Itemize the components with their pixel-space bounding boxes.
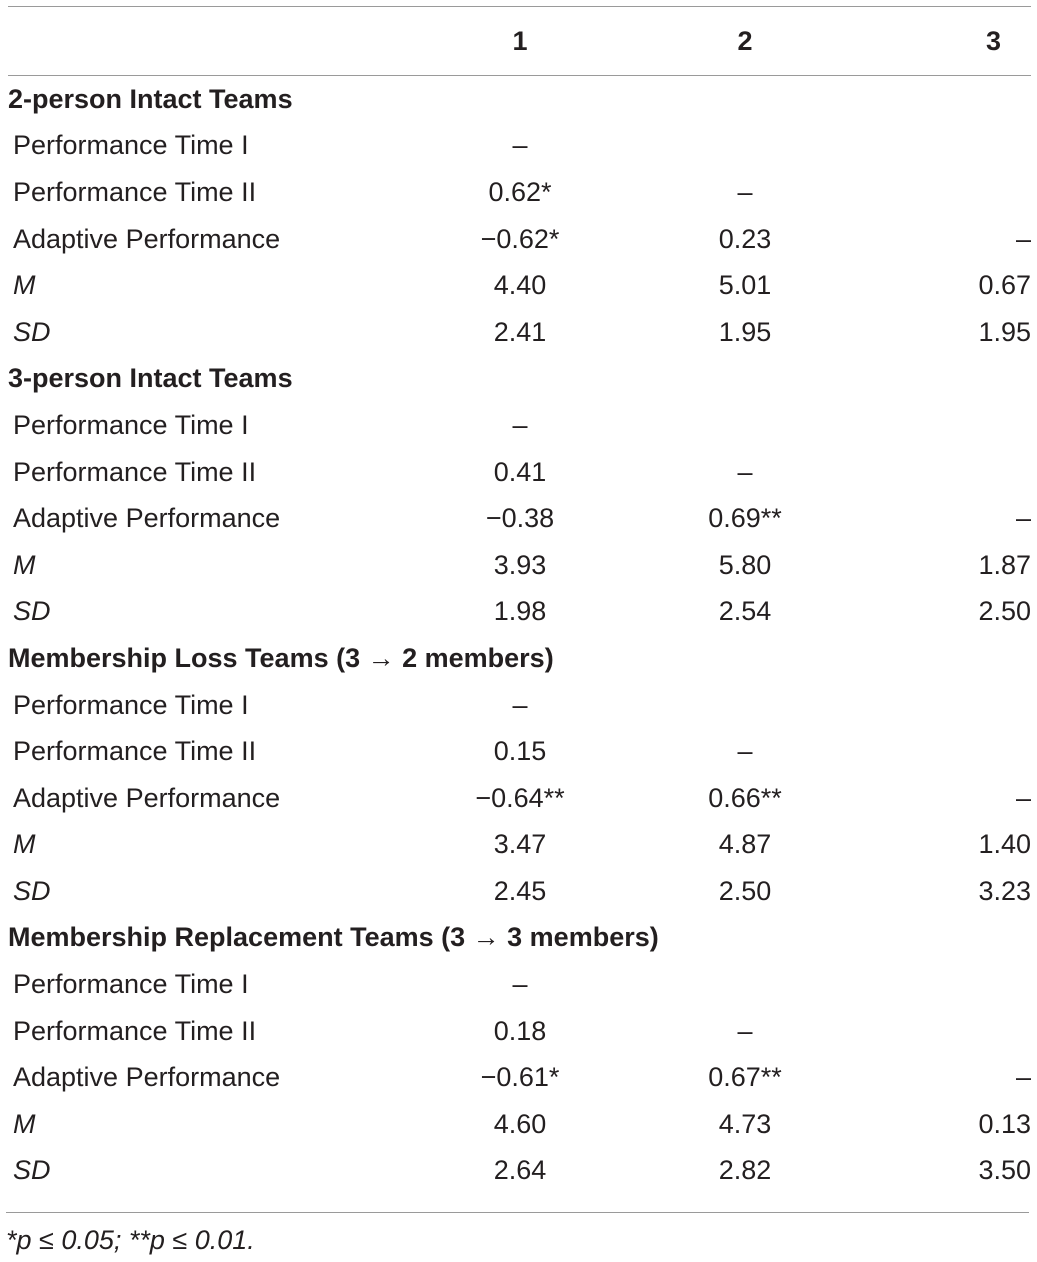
row-label: Adaptive Performance <box>13 503 281 534</box>
cell-v3: 3.23 <box>978 875 1031 906</box>
cell-v3: 1.95 <box>978 316 1031 347</box>
table-row <box>8 449 1031 496</box>
header-label-column <box>8 7 420 76</box>
cell-v1: 0.41 <box>493 456 547 487</box>
row-label: Performance Time I <box>13 130 249 161</box>
cell-v2: 1.95 <box>718 316 772 347</box>
cell-v3: – <box>1015 782 1031 813</box>
row-label: Performance Time I <box>13 969 249 1000</box>
cell-v1: −0.62* <box>480 223 560 254</box>
cell-v2: 4.73 <box>718 1108 772 1139</box>
cell-v2: 0.66** <box>708 782 782 813</box>
group-title: 2-person Intact Teams <box>8 83 293 114</box>
table-body <box>8 76 1031 1195</box>
header-column-3: 3 <box>985 25 1001 56</box>
row-label: Adaptive Performance <box>13 1062 281 1093</box>
row-label: SD <box>13 316 51 347</box>
cell-v3 <box>870 1008 1031 1055</box>
cell-v1: – <box>512 689 528 720</box>
cell-v2: 2.82 <box>718 1155 772 1186</box>
table-row <box>8 262 1031 309</box>
cell-v3: – <box>1015 223 1031 254</box>
header-row <box>8 7 1031 76</box>
row-label: SD <box>13 875 51 906</box>
cell-v1: 3.93 <box>493 549 547 580</box>
cell-v2: 0.69** <box>708 503 782 534</box>
table-row <box>8 682 1031 729</box>
cell-v1: 2.41 <box>493 316 547 347</box>
cell-v2 <box>620 123 870 170</box>
cell-v3: – <box>1015 503 1031 534</box>
cell-v2 <box>620 402 870 449</box>
table-row <box>8 1148 1031 1195</box>
cell-v1: – <box>512 969 528 1000</box>
table-row <box>8 169 1031 216</box>
row-label: Performance Time II <box>13 456 257 487</box>
cell-v3 <box>870 682 1031 729</box>
header-column-1: 1 <box>512 25 528 56</box>
row-label: M <box>13 270 36 301</box>
cell-v1: −0.38 <box>485 503 555 534</box>
cell-v2: 5.01 <box>718 270 772 301</box>
cell-v1: 3.47 <box>493 829 547 860</box>
cell-v1: 4.40 <box>493 270 547 301</box>
cell-v3: 1.40 <box>978 829 1031 860</box>
cell-v3: 0.13 <box>978 1108 1031 1139</box>
table-row <box>8 542 1031 589</box>
row-label: M <box>13 549 36 580</box>
cell-v3: 3.50 <box>978 1155 1031 1186</box>
cell-v2: 0.67** <box>708 1062 782 1093</box>
cell-v2: – <box>737 1015 753 1046</box>
row-label: Performance Time I <box>13 689 249 720</box>
table-row <box>8 123 1031 170</box>
row-label: Adaptive Performance <box>13 782 281 813</box>
table-row <box>8 1054 1031 1101</box>
cell-v2 <box>620 961 870 1008</box>
group-title-row <box>8 915 1031 962</box>
cell-v3: 1.87 <box>978 549 1031 580</box>
table-row <box>8 961 1031 1008</box>
cell-v3: 0.67 <box>978 270 1031 301</box>
group-title: Membership Loss Teams (3 → 2 members) <box>8 642 554 673</box>
group-title-row <box>8 635 1031 682</box>
cell-v2: 2.50 <box>718 875 772 906</box>
cell-v2: 2.54 <box>718 596 772 627</box>
cell-v3 <box>870 449 1031 496</box>
cell-v3: 2.50 <box>978 596 1031 627</box>
cell-v3: – <box>1015 1062 1031 1093</box>
correlation-table-container <box>8 6 1031 1194</box>
table-row <box>8 822 1031 869</box>
row-label: SD <box>13 1155 51 1186</box>
cell-v1: 0.15 <box>493 736 547 767</box>
table-footnote: *p ≤ 0.05; **p ≤ 0.01. <box>6 1212 1029 1256</box>
cell-v3 <box>870 402 1031 449</box>
row-label: M <box>13 829 36 860</box>
cell-v2: 5.80 <box>718 549 772 580</box>
cell-v1: – <box>512 130 528 161</box>
header-column-2: 2 <box>737 25 753 56</box>
table-row <box>8 309 1031 356</box>
group-title-row <box>8 356 1031 403</box>
table-row <box>8 775 1031 822</box>
table-row <box>8 728 1031 775</box>
cell-v1: 0.62* <box>488 176 552 207</box>
cell-v3 <box>870 961 1031 1008</box>
row-label: Performance Time I <box>13 409 249 440</box>
row-label: Performance Time II <box>13 1015 257 1046</box>
cell-v2: – <box>737 176 753 207</box>
cell-v2: 0.23 <box>718 223 772 254</box>
cell-v1: 1.98 <box>493 596 547 627</box>
cell-v1: 2.64 <box>493 1155 547 1186</box>
cell-v3 <box>870 169 1031 216</box>
table-row <box>8 1008 1031 1055</box>
cell-v3 <box>870 728 1031 775</box>
cell-v1: 4.60 <box>493 1108 547 1139</box>
cell-v1: – <box>512 409 528 440</box>
cell-v1: −0.64** <box>475 782 565 813</box>
group-title-row <box>8 76 1031 123</box>
row-label: SD <box>13 596 51 627</box>
row-label: Performance Time II <box>13 176 257 207</box>
cell-v2: – <box>737 736 753 767</box>
table-header <box>8 7 1031 76</box>
row-label: M <box>13 1108 36 1139</box>
cell-v1: −0.61* <box>480 1062 560 1093</box>
table-row <box>8 589 1031 636</box>
cell-v1: 0.18 <box>493 1015 547 1046</box>
cell-v2 <box>620 682 870 729</box>
table-row <box>8 402 1031 449</box>
cell-v1: 2.45 <box>493 875 547 906</box>
row-label: Performance Time II <box>13 736 257 767</box>
row-label: Adaptive Performance <box>13 223 281 254</box>
correlation-table <box>8 6 1031 1194</box>
cell-v2: 4.87 <box>718 829 772 860</box>
group-title: 3-person Intact Teams <box>8 363 293 394</box>
table-row <box>8 1101 1031 1148</box>
cell-v2: – <box>737 456 753 487</box>
table-row <box>8 495 1031 542</box>
group-title: Membership Replacement Teams (3 → 3 members) <box>8 922 659 953</box>
table-row <box>8 868 1031 915</box>
cell-v3 <box>870 123 1031 170</box>
table-row <box>8 216 1031 263</box>
